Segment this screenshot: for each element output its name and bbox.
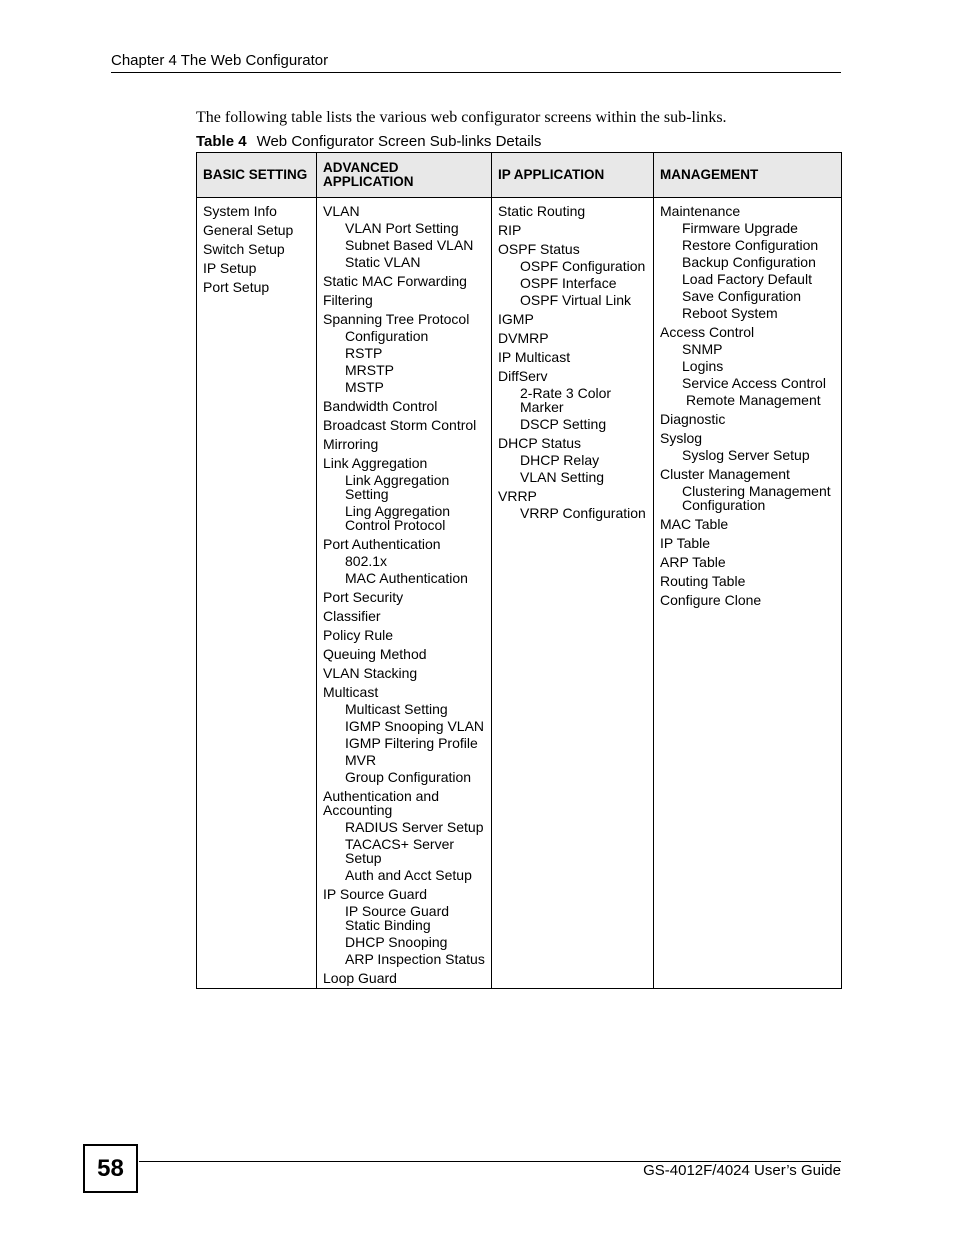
- list-item: OSPF Interface: [520, 275, 617, 291]
- list-item: MSTP: [345, 379, 384, 395]
- list-item: Port Authentication: [323, 536, 441, 552]
- list-item: OSPF Configuration: [520, 258, 646, 274]
- list-item: DiffServ: [498, 368, 548, 384]
- list-item: IP Source Guard Static Binding: [345, 903, 450, 933]
- header-advanced-application: ADVANCED APPLICATION: [317, 153, 492, 198]
- list-item: Filtering: [323, 292, 373, 308]
- list-item: 802.1x: [345, 553, 388, 569]
- list-item: Configuration: [345, 328, 429, 344]
- list-item: IP Multicast: [498, 349, 571, 365]
- list-item: DVMRP: [498, 330, 549, 346]
- list-item: Switch Setup: [203, 241, 285, 257]
- list-item: Save Configuration: [682, 288, 802, 304]
- list-item: Port Security: [323, 589, 404, 605]
- list-item: Clustering Management Configuration: [682, 483, 831, 513]
- list-item: IGMP: [498, 311, 534, 327]
- list-item: RADIUS Server Setup: [345, 819, 484, 835]
- list-item: Backup Configuration: [682, 254, 816, 270]
- list-management: [660, 202, 835, 607]
- list-item: MRSTP: [345, 362, 394, 378]
- list-item: MVR: [345, 752, 377, 768]
- list-item: DHCP Snooping: [345, 934, 448, 950]
- list-item: Diagnostic: [660, 411, 726, 427]
- list-item: Ling Aggregation Control Protocol: [345, 503, 451, 533]
- list-item: Authentication and Accounting: [323, 788, 439, 818]
- table-caption-label: Table 4: [196, 133, 247, 150]
- list-item: Subnet Based VLAN: [345, 237, 474, 253]
- list-item: VRRP Configuration: [520, 505, 646, 521]
- list-item: Remote Management: [686, 392, 821, 408]
- list-item: Static VLAN: [345, 254, 421, 270]
- list-item: VLAN Stacking: [323, 665, 418, 681]
- cell-basic-setting: [197, 198, 317, 989]
- list-item: IGMP Filtering Profile: [345, 735, 478, 751]
- list-item: Spanning Tree Protocol: [323, 311, 470, 327]
- header-ip-application: IP APPLICATION: [492, 153, 654, 198]
- list-item: MAC Authentication: [345, 570, 468, 586]
- list-item: RIP: [498, 222, 522, 238]
- list-item: Firmware Upgrade: [682, 220, 798, 236]
- list-item: SNMP: [682, 341, 723, 357]
- list-item: VLAN: [323, 203, 360, 219]
- list-item: Bandwidth Control: [323, 398, 438, 414]
- table-caption: [196, 133, 541, 151]
- list-item: DHCP Status: [498, 435, 581, 451]
- list-basic-setting: [203, 202, 310, 294]
- list-item: VLAN Setting: [520, 469, 605, 485]
- list-item: Link Aggregation Setting: [345, 472, 450, 502]
- list-item: Maintenance: [660, 203, 741, 219]
- list-item: IGMP Snooping VLAN: [345, 718, 485, 734]
- list-item: 2-Rate 3 Color Marker: [520, 385, 612, 415]
- list-item: Configure Clone: [660, 592, 762, 608]
- list-item: Logins: [682, 358, 724, 374]
- list-item: Access Control: [660, 324, 755, 340]
- list-item: Port Setup: [203, 279, 270, 295]
- list-item: Loop Guard: [323, 970, 397, 986]
- list-item: General Setup: [203, 222, 294, 238]
- guide-title: GS-4012F/4024 User’s Guide: [643, 1162, 841, 1179]
- list-item: Link Aggregation: [323, 455, 428, 471]
- intro-paragraph: The following table lists the various web configurator screens within the sub-links.: [196, 109, 727, 126]
- list-item: Mirroring: [323, 436, 379, 452]
- list-item: Routing Table: [660, 573, 746, 589]
- list-item: System Info: [203, 203, 277, 219]
- list-item: IP Setup: [203, 260, 257, 276]
- list-item: Restore Configuration: [682, 237, 819, 253]
- list-item: VLAN Port Setting: [345, 220, 459, 236]
- header-management: MANAGEMENT: [654, 153, 842, 198]
- list-item: OSPF Virtual Link: [520, 292, 632, 308]
- list-item: Group Configuration: [345, 769, 472, 785]
- table-caption-text: Web Configurator Screen Sub-links Details: [256, 133, 542, 150]
- list-item: Broadcast Storm Control: [323, 417, 477, 433]
- list-item: Multicast Setting: [345, 701, 448, 717]
- list-item: Classifier: [323, 608, 381, 624]
- list-item: IP Table: [660, 535, 711, 551]
- list-item: TACACS+ Server Setup: [345, 836, 455, 866]
- list-item: Multicast: [323, 684, 379, 700]
- list-item: Queuing Method: [323, 646, 427, 662]
- list-item: DHCP Relay: [520, 452, 600, 468]
- cell-ip-application: [492, 198, 654, 989]
- list-item: Reboot System: [682, 305, 778, 321]
- list-item: VRRP: [498, 488, 537, 504]
- list-item: Static Routing: [498, 203, 586, 219]
- list-item: Syslog Server Setup: [682, 447, 810, 463]
- list-item: Auth and Acct Setup: [345, 867, 472, 883]
- list-ip-application: [498, 202, 647, 520]
- page-number: 58: [83, 1144, 138, 1193]
- header-basic-setting: BASIC SETTING: [197, 153, 317, 198]
- running-header: Chapter 4 The Web Configurator: [111, 52, 841, 73]
- list-advanced-application: [323, 202, 485, 985]
- list-item: Policy Rule: [323, 627, 394, 643]
- list-item: RSTP: [345, 345, 383, 361]
- list-item: IP Source Guard: [323, 886, 428, 902]
- table-body-row: [197, 198, 842, 989]
- sub-links-table: [196, 152, 842, 989]
- list-item: Load Factory Default: [682, 271, 812, 287]
- list-item: Static MAC Forwarding: [323, 273, 467, 289]
- list-item: Syslog: [660, 430, 703, 446]
- cell-management: [654, 198, 842, 989]
- list-item: MAC Table: [660, 516, 729, 532]
- list-item: Service Access Control: [682, 375, 826, 391]
- list-item: DSCP Setting: [520, 416, 607, 432]
- list-item: OSPF Status: [498, 241, 580, 257]
- list-item: ARP Table: [660, 554, 726, 570]
- list-item: ARP Inspection Status: [345, 951, 485, 967]
- cell-advanced-application: [317, 198, 492, 989]
- list-item: Cluster Management: [660, 466, 790, 482]
- table-header-row: [197, 153, 842, 198]
